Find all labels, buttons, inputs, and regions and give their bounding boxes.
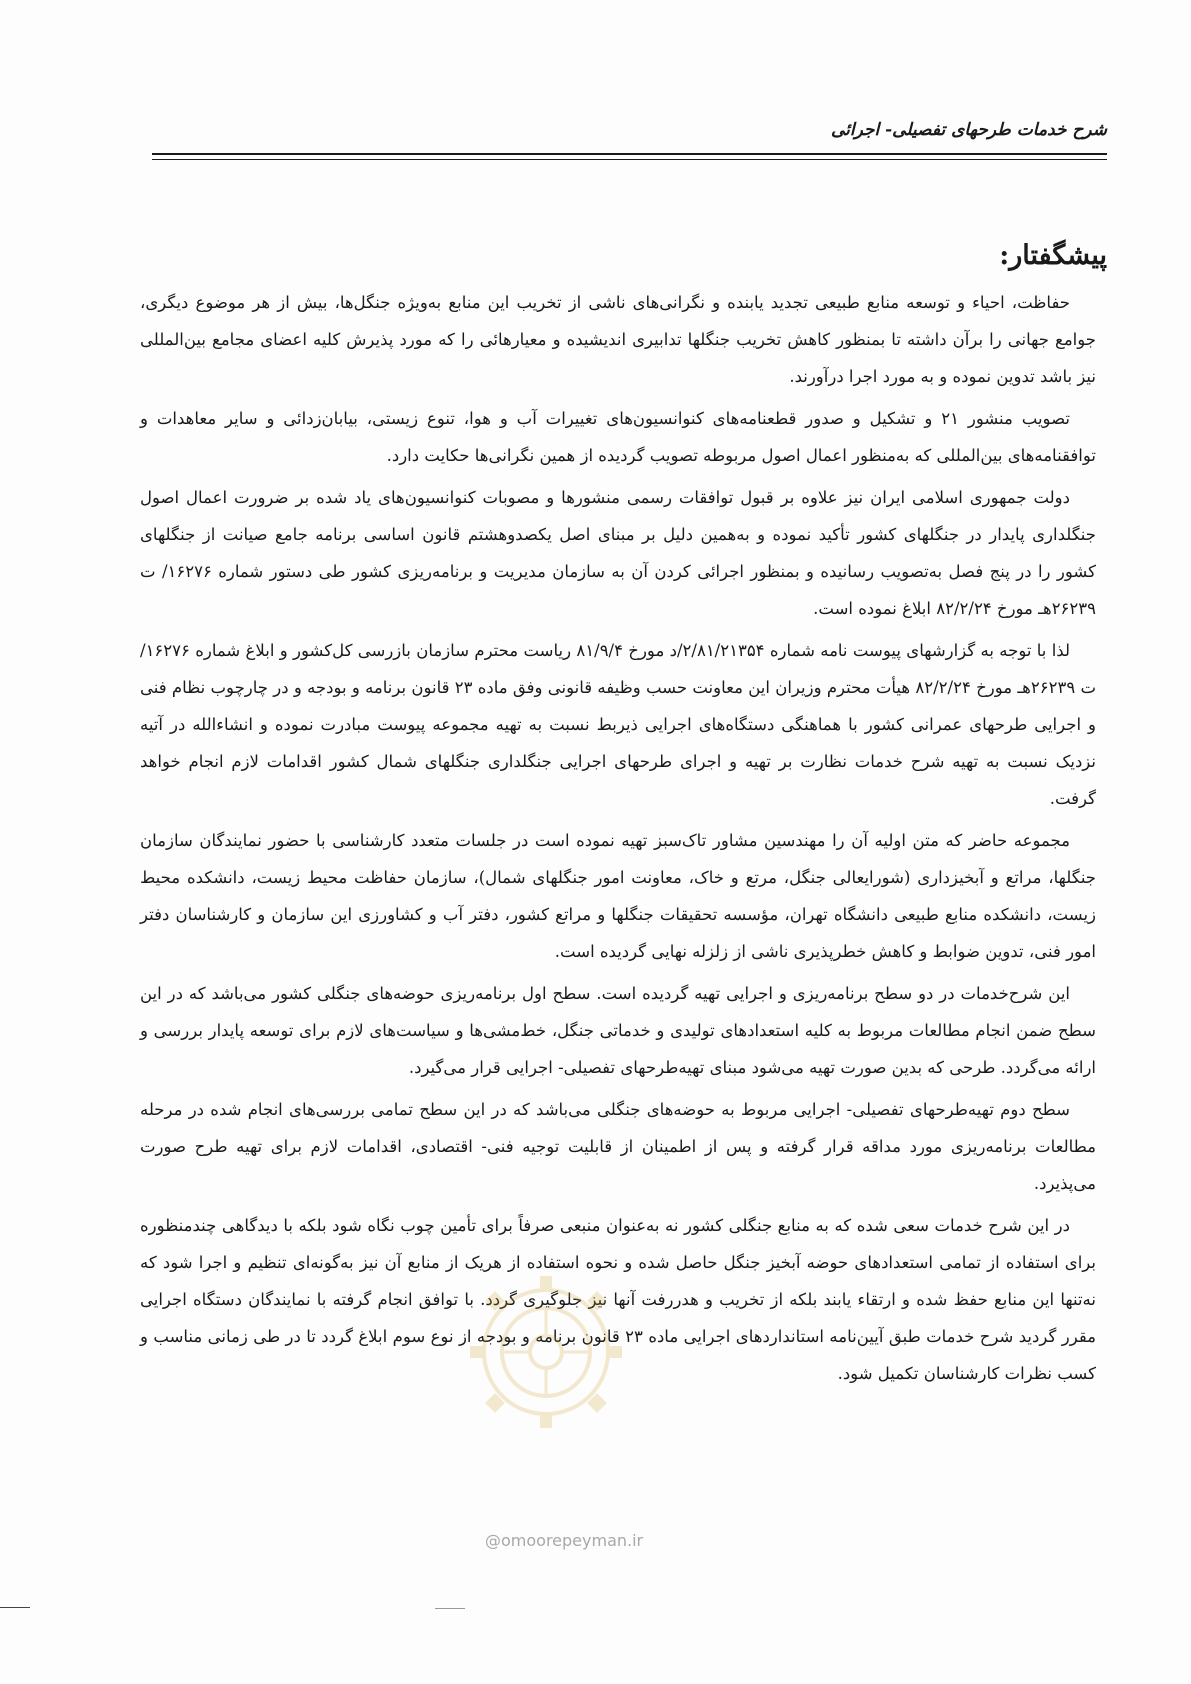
footer-mark <box>0 1607 30 1608</box>
paragraph: تصویب منشور ۲۱ و تشکیل و صدور قطعنامه‌های کنوانسیون‌های تغییرات آب و هوا، تنوع زیستی، بیابان‌زدائی و سایر معاهدات و توافقنامه‌های بین‌المللی که به‌منظور اعمال اصول مربوطه تصویب گردیده از همین نگرانی‌ها حکایت دارد. <box>140 409 1096 465</box>
paragraph: این شرح‌خدمات در دو سطح برنامه‌ریزی و اجرایی تهیه گردیده است. سطح اول برنامه‌ریزی حوضه‌های جنگلی کشور می‌باشد که در این سطح ضمن انجام مطالعات مربوط به کلیه استعدادهای تولیدی و خدماتی جنگل، خط‌مشی‌ها و سیاست‌های لازم برای توسعه پایدار بررسی و ارائه می‌گردد. طرحی که بدین صورت تهیه می‌شود مبنای تهیه‌طرحهای تفصیلی- اجرایی قرار می‌گیرد. <box>140 984 1096 1077</box>
section-title: پیشگفتار: <box>999 240 1107 271</box>
paragraph: لذا با توجه به گزارشهای پیوست نامه شماره ۲/۸۱/۲۱۳۵۴/د مورخ ۸۱/۹/۴ ریاست محترم سازمان بازرسی کل‌کشور و ابلاغ شماره ۱۶۲۷۶/ ت ۲۶۲۳۹هـ مورخ ۸۲/۲/۲۴ هیأت محترم وزیران این معاونت حسب وظیفه قانونی وفق ماده ۲۳ قانون برنامه و بودجه و در چارچوب نظام فنی و اجرایی طرحهای عمرانی کشور با هماهنگی دستگاه‌های اجرایی ذیربط نسبت به تهیه مجموعه پیوست مبادرت نموده و انشاءالله در آتیه نزدیک نسبت به تهیه شرح خدمات نظارت بر تهیه و اجرای طرحهای اجرایی جنگلداری جنگلهای شمال کشور اقدامات لازم انجام خواهد گرفت. <box>140 641 1097 808</box>
header-rule <box>152 153 1107 155</box>
running-header-title: شرح خدمات طرحهای تفصیلی- اجرائی <box>830 120 1107 140</box>
paragraph: مجموعه حاضر که متن اولیه آن را مهندسین مشاور تاک‌سبز تهیه نموده است در جلسات متعدد کارشناسی با حضور نمایندگان سازمان جنگلها، مراتع و آبخیزداری (شورایعالی جنگل، مرتع و خاک، معاونت امور جنگلهای شمال)، سازمان حفاظت محیط زیست، دانشکده محیط زیست، دانشکده منابع طبیعی دانشگاه تهران، مؤسسه تحقیقات جنگلها و مراتع کشور، دفتر آب و کشاورزی این سازمان و کارشناسان دفتر امور فنی، تدوین ضوابط و کاهش خطرپذیری ناشی از زلزله نهایی گردیده است. <box>140 831 1097 961</box>
footer-mark <box>435 1608 465 1609</box>
paragraph: سطح دوم تهیه‌طرحهای تفصیلی- اجرایی مربوط به حوضه‌های جنگلی می‌باشد که در این سطح تمامی بررسی‌های انجام شده در مرحله مطالعات برنامه‌ریزی مورد مداقه قرار گرفته و پس از اطمینان از قابلیت توجیه فنی- اقتصادی، اقدامات لازم برای تهیه طرح صورت می‌پذیرد. <box>140 1100 1096 1193</box>
gear-seal-icon <box>466 1272 626 1432</box>
paragraph: حفاظت، احیاء و توسعه منابع طبیعی تجدید یابنده و نگرانی‌های ناشی از تخریب این منابع به‌ویژه جنگل‌ها، بیش از هر موضوع دیگری، جوامع جهانی را برآن داشته تا بمنظور کاهش تخریب جنگلها تدابیری اندیشیده و معیارهائی را که مورد پذیرش کلیه اعضای مجامع بین‌المللی نیز باشد تدوین نموده و به مورد اجرا درآورند. <box>140 293 1096 386</box>
paragraph: در این شرح خدمات سعی شده که به منابع جنگلی کشور نه به‌عنوان منبعی صرفاً برای تأمین چوب نگاه شود بلکه با دیدگاهی چندمنظوره برای استفاده از تمامی استعدادهای حوضه آبخیز جنگل حاصل شده و نحوه استفاده از هریک از منابع آن نیز به‌گونه‌ای تنظیم و اجرا شود که نه‌تنها این منابع حفظ شده و ارتقاء یابند بلکه از تخریب و هدررفت آنها نیز جلوگیری گردد. با توافق انجام گرفته با نمایندگان دستگاه اجرایی مقرر گردید شرح خدمات طبق آیین‌نامه استانداردهای اجرایی ماده ۲۳ قانون برنامه و بودجه از نوع سوم ابلاغ گردد تا در طی زمانی مناسب و کسب نظرات کارشناسان تکمیل شود. <box>140 1216 1096 1383</box>
watermark-url: @omoorepeyman.ir <box>485 1531 644 1550</box>
header-rule-thin <box>152 159 1107 160</box>
paragraph: دولت جمهوری اسلامی ایران نیز علاوه بر قبول توافقات رسمی منشورها و مصوبات کنوانسیون‌های یاد شده بر ضرورت اعمال اصول جنگلداری پایدار در جنگلهای کشور تأکید نموده و به‌همین دلیل بر مبنای اصل یکصدوهشتم قانون اساسی برنامه جامع صیانت از جنگلهای کشور را در پنج فصل به‌تصویب رسانیده و بمنظور اجرائی کردن آن به سازمان مدیریت و برنامه‌ریزی کشور طی دستور شماره ۱۶۲۷۶/ ت ۲۶۲۳۹هـ مورخ ۸۲/۲/۲۴ ابلاغ نموده است. <box>140 488 1096 618</box>
body-text <box>140 284 1096 1397</box>
